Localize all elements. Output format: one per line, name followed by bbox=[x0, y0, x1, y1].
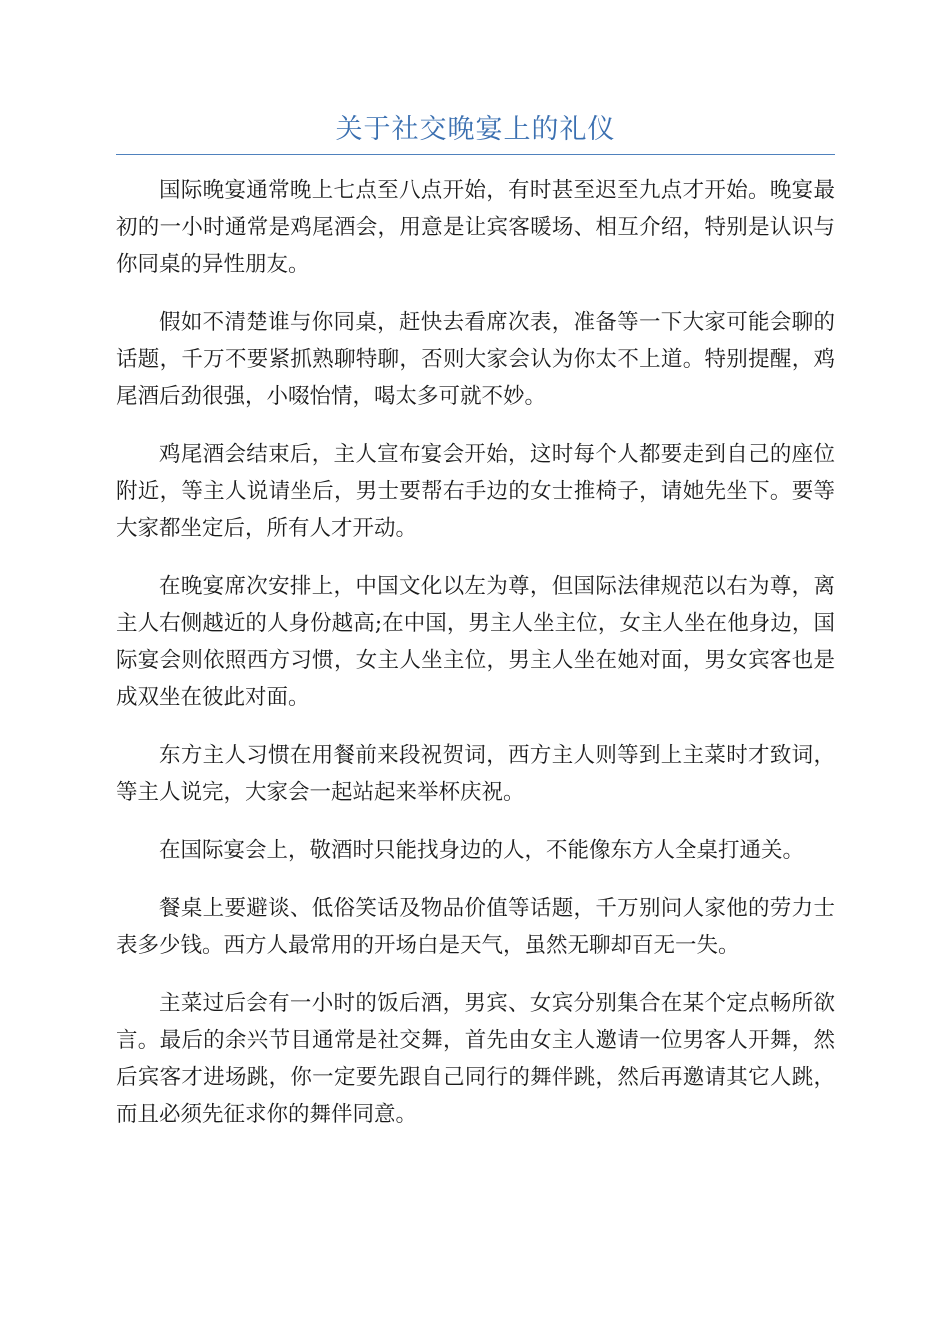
paragraph-7: 餐桌上要避谈、低俗笑话及物品价值等话题，千万别问人家他的劳力士表多少钱。西方人最常用的开场白是天气，虽然无聊却百无一失。 bbox=[116, 896, 835, 958]
title-block bbox=[116, 110, 835, 155]
paragraph-5: 东方主人习惯在用餐前来段祝贺词，西方主人则等到上主菜时才致词，等主人说完，大家会一起站起来举杯庆祝。 bbox=[116, 743, 835, 805]
paragraph-1: 国际晚宴通常晚上七点至八点开始，有时甚至迟至九点才开始。晚宴最初的一小时通常是鸡尾酒会，用意是让宾客暖场、相互介绍，特别是认识与你同桌的异性朋友。 bbox=[116, 178, 835, 277]
paragraph-4: 在晚宴席次安排上，中国文化以左为尊，但国际法律规范以右为尊，离主人右侧越近的人身份越高;在中国，男主人坐主位，女主人坐在他身边，国际宴会则依照西方习惯，女主人坐主位，男主人坐在她对面，男女宾客也是成双坐在彼此对面。 bbox=[116, 574, 835, 710]
paragraph-3: 鸡尾酒会结束后，主人宣布宴会开始，这时每个人都要走到自己的座位附近，等主人说请坐后，男士要帮右手边的女士推椅子，请她先坐下。要等大家都坐定后，所有人才开动。 bbox=[116, 442, 835, 541]
paragraph-8: 主菜过后会有一小时的饭后酒，男宾、女宾分别集合在某个定点畅所欲言。最后的余兴节目通常是社交舞，首先由女主人邀请一位男客人开舞，然后宾客才进场跳，你一定要先跟自己同行的舞伴跳，然后再邀请其它人跳，而且必须先征求你的舞伴同意。 bbox=[116, 991, 835, 1127]
document-body bbox=[116, 172, 835, 1154]
document-title: 关于社交晚宴上的礼仪 bbox=[335, 114, 616, 145]
paragraph-6: 在国际宴会上，敬酒时只能找身边的人，不能像东方人全桌打通关。 bbox=[159, 838, 805, 863]
paragraph-2: 假如不清楚谁与你同桌，赶快去看席次表，准备等一下大家可能会聊的话题，千万不要紧抓熟聊特聊，否则大家会认为你太不上道。特别提醒，鸡尾酒后劲很强，小啜怡情，喝太多可就不妙。 bbox=[116, 310, 835, 409]
